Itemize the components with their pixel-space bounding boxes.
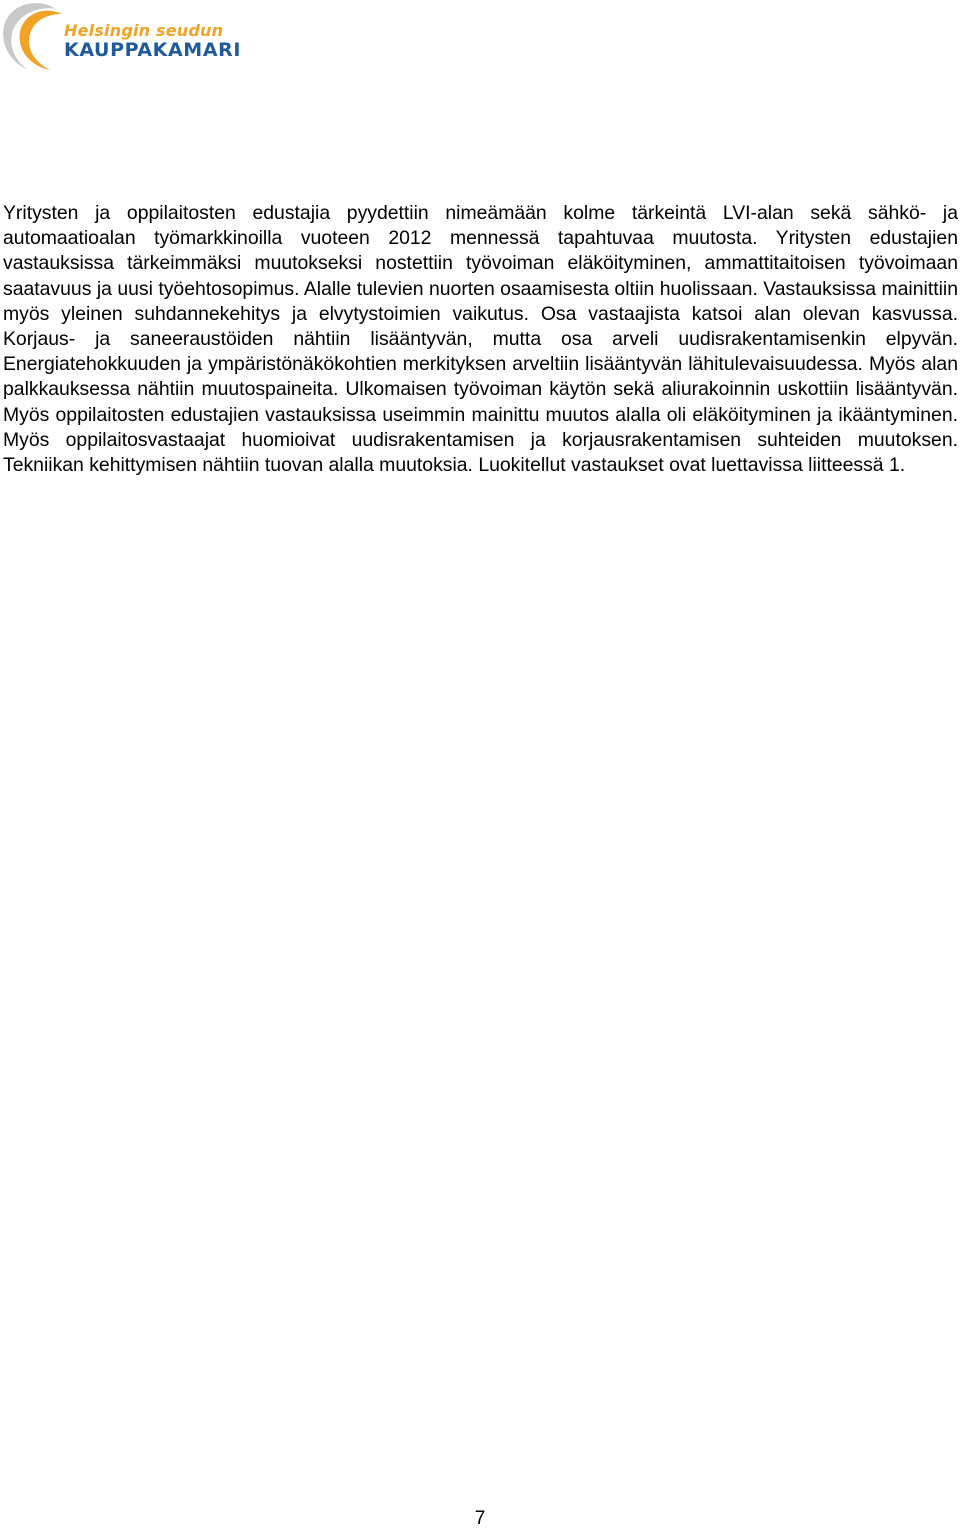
logo-text-bottom: KAUPPAKAMARI [64,39,242,61]
chamber-logo [0,0,270,80]
body-paragraph: Yritysten ja oppilaitosten edustajia pyydettiin nimeämään kolme tärkeintä LVI-alan sekä sähkö- ja automaatioalan työmarkkinoilla vuoteen 2012 mennessä tapahtuvaa muutosta. Yritysten edustajien vastauksissa tärkeimmäksi muutokseksi nostettiin työvoiman eläköityminen, ammattitaitoisen työvoimaan saatavuus ja uusi työehtosopimus. Alalle tulevien nuorten osaamisesta oltiin huolissaan. Vastauksissa mainittiin myös yleinen suhdannekehitys ja elvytystoimien vaikutus. Osa vastaajista katsoi alan olevan kasvussa. Korjaus- ja saneeraustöiden nähtiin lisääntyvän, mutta osa arveli uudisrakentamisenkin elpyvän. Energiatehokkuuden ja ympäristönäkökohtien merkityksen arveltiin lisääntyvän lähitulevaisuudessa. Myös alan palkkauksessa nähtiin muutospaineita. Ulkomaisen työvoiman käytön sekä aliurakoinnin uskottiin lisääntyvän. Myös oppilaitosten edustajien vastauksissa useimmin mainittu muutos alalla oli eläköityminen ja ikääntyminen. Myös oppilaitosvastaajat huomioivat uudisrakentamisen ja korjausrakentamisen suhteiden muutoksen. Tekniikan kehittymisen nähtiin tuovan alalla muutoksia. Luokitellut vastaukset ovat luettavissa liitteessä 1. [3,202,958,477]
logo-text-top: Helsingin seudun [64,21,224,40]
logo-swoosh-icon [0,0,70,80]
page-number: 7 [474,1508,486,1529]
